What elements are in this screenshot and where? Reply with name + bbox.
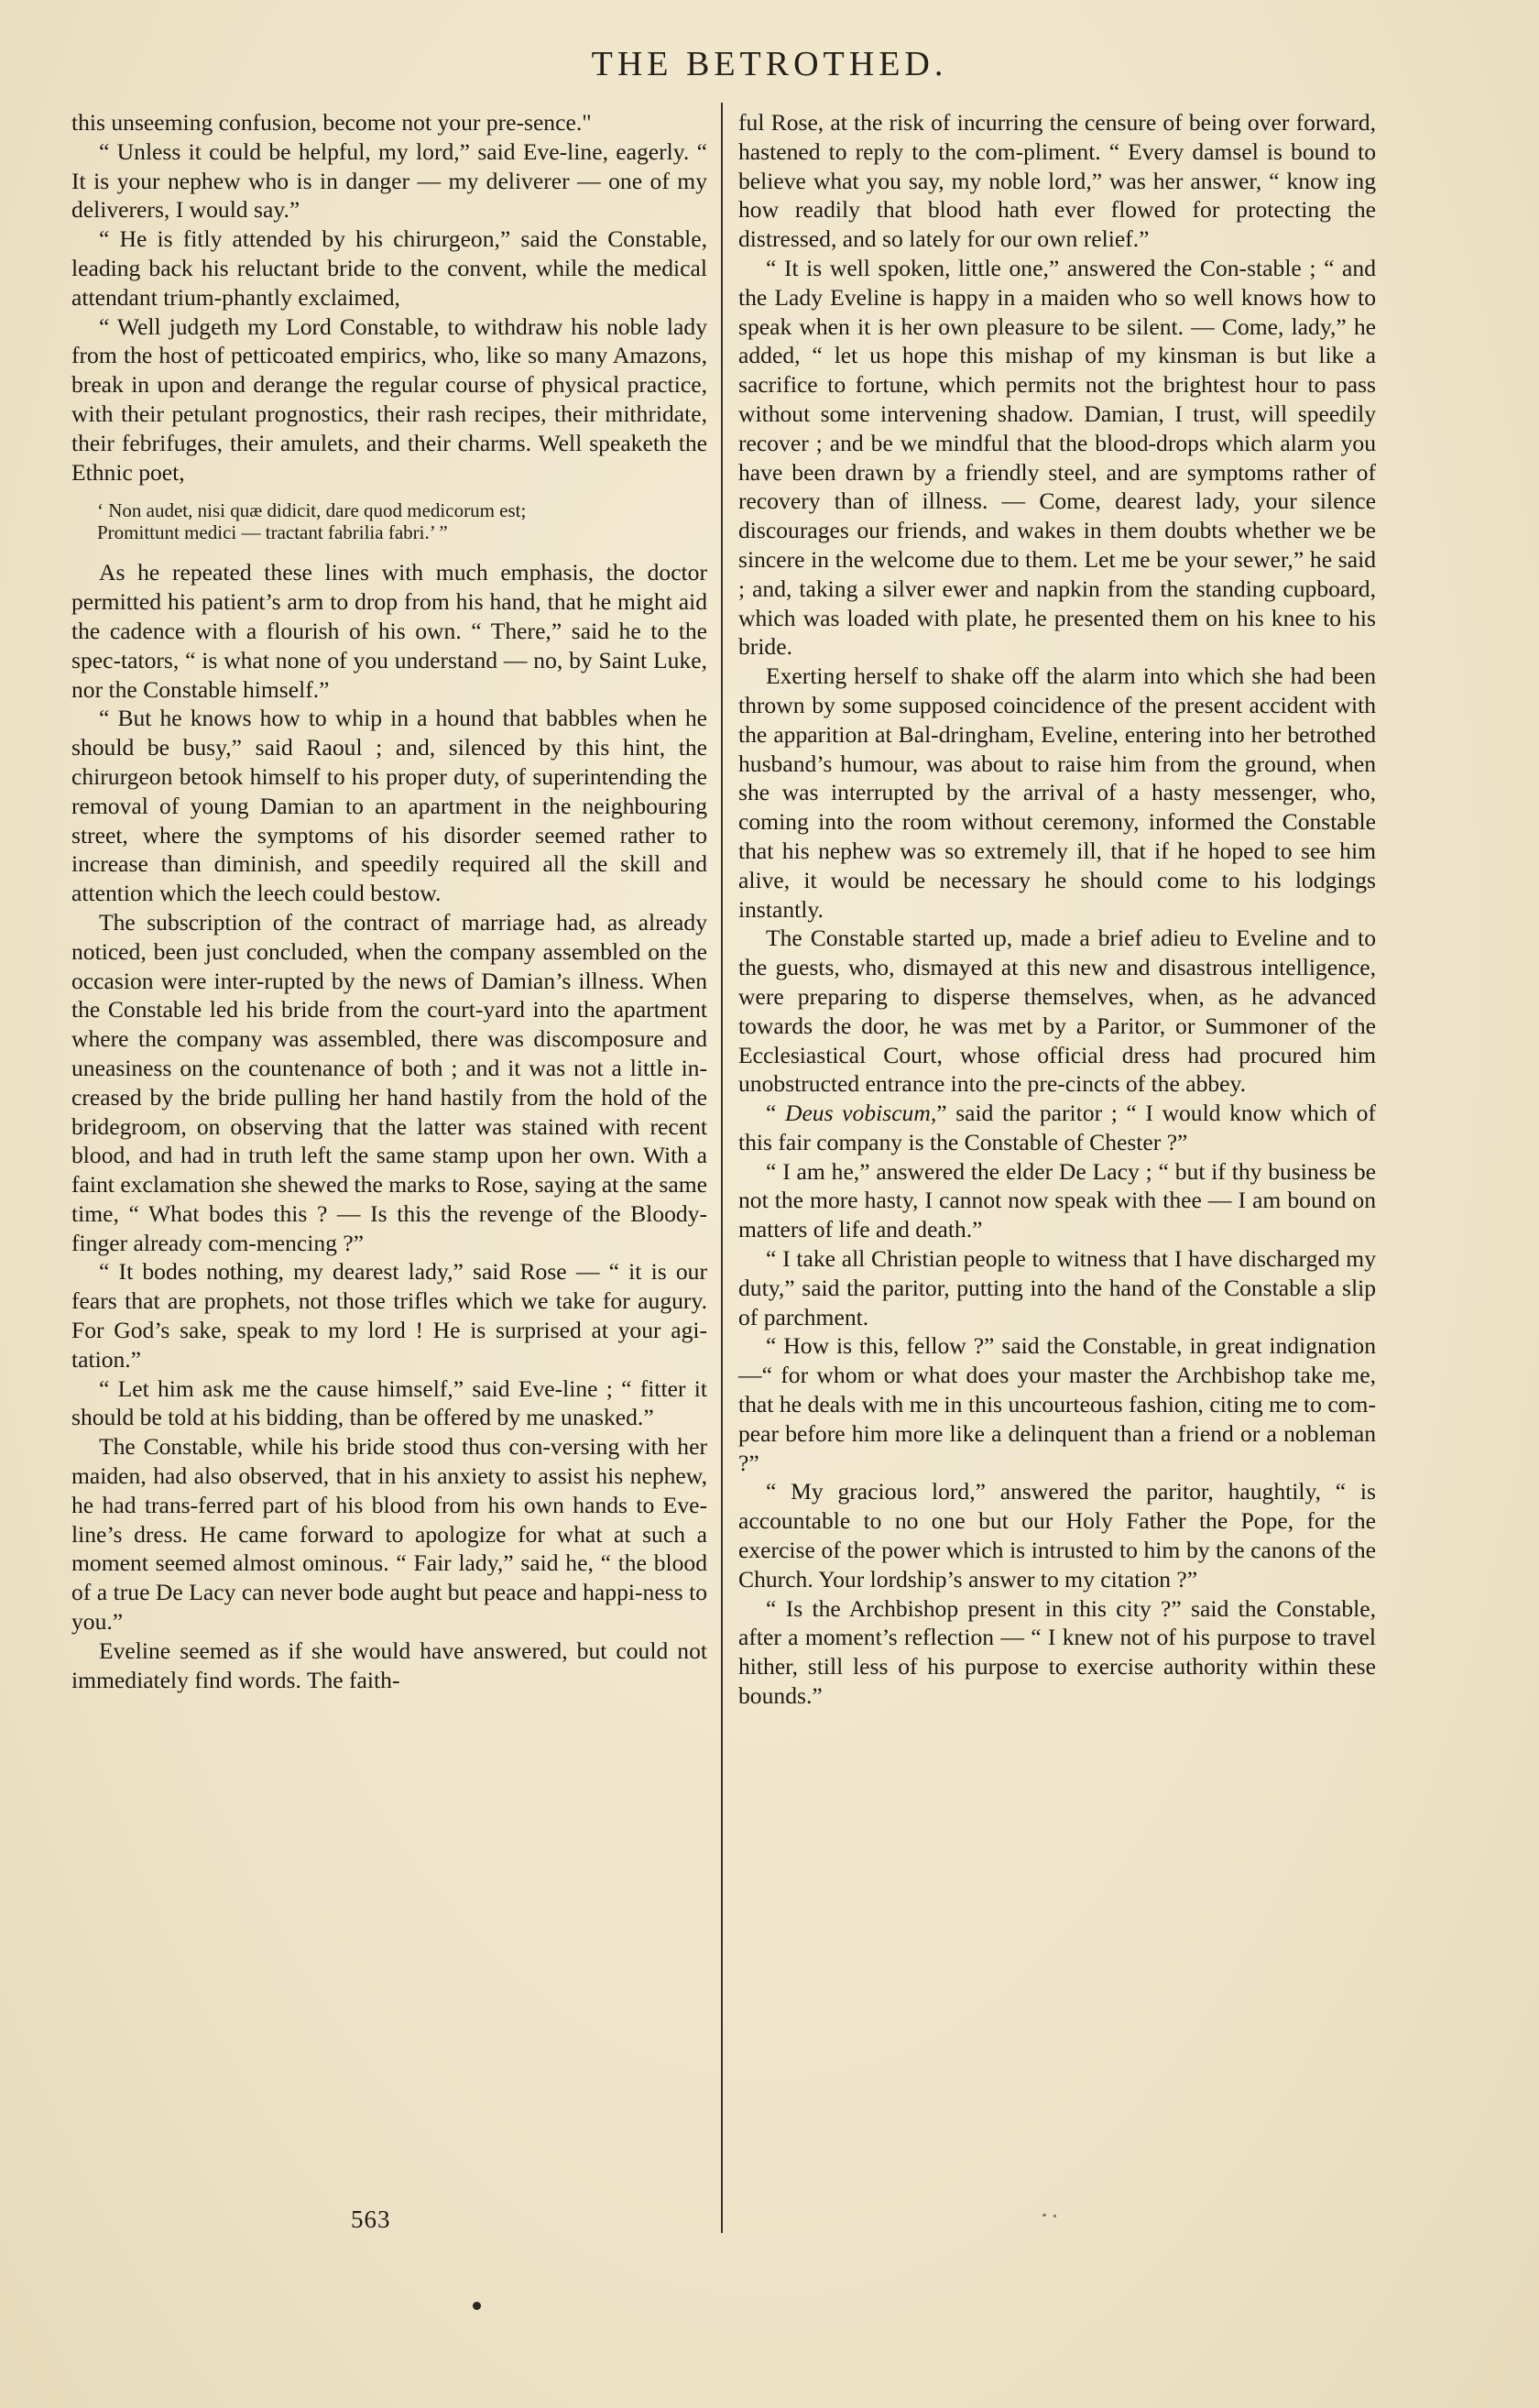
- paragraph: “ It bodes nothing, my dearest lady,” said Rose — “ it is our fears that are prophets, not those trifles which we take for augury. For God’s sake, speak to my lord ! He is surprised at your agi-tation.”: [71, 1258, 707, 1373]
- latin-quotation: [71, 499, 707, 543]
- paragraph: As he repeated these lines with much emphasis, the doctor permitted his patient’s arm to drop from his hand, that he might aid the cadence with a flourish of his own. “ There,” said he to the spec-tators, “ is what none of you understand — no, by Saint Luke, nor the Constable himself.”: [71, 559, 707, 703]
- open-quote: “: [766, 1100, 785, 1127]
- paragraph: “ I am he,” answered the elder De Lacy ; “ but if thy business be not the more hasty, I cannot now speak with thee — I am bound on matters of life and death.”: [738, 1157, 1376, 1243]
- paragraph: [738, 1099, 1376, 1157]
- paragraph: “ But he knows how to whip in a hound that babbles when he should be busy,” said Raoul ; and, silenced by this hint, the chirurgeon betook himself to his proper duty, of superintending the removal of young Damian to an apartment in the neighbouring street, where the symptoms of his disorder seemed rather to increase than diminish, and speedily required all the skill and attention which the leech could bestow.: [71, 705, 707, 907]
- paragraph: this unseeming confusion, become not your pre-sence.": [71, 109, 592, 136]
- paragraph: “ Let him ask me the cause himself,” said Eve-line ; “ fitter it should be told at his bidding, than be offered by me unasked.”: [71, 1374, 707, 1431]
- paragraph: The Constable, while his bride stood thus con-versing with her maiden, had also observed, that in his anxiety to assist his nephew, he had trans-ferred part of his blood from his own hands to Eve-line’s dress. He came forward to apologize for what at such a moment seemed almost ominous. “ Fair lady,” said he, “ the blood of a true De Lacy can never bode aught but peace and happi-ness to you.”: [71, 1433, 707, 1636]
- paragraph: “ Unless it could be helpful, my lord,” said Eve-line, eagerly. “ It is your nephew who is in danger — my deliverer — one of my deliverers, I would say.”: [71, 137, 707, 224]
- page-number: 563: [351, 2206, 391, 2233]
- paragraph: “ Well judgeth my Lord Constable, to withdraw his noble lady from the host of petticoated empirics, who, like so many Amazons, break in upon and derange the regular course of physical practice, with their petulant prognostics, their rash recipes, their mithridate, their febrifuges, their amulets, and their charms. Well speaketh the Ethnic poet,: [71, 312, 707, 486]
- paragraph: “ Is the Archbishop present in this city ?” said the Constable, after a moment’s reflection — “ I knew not of his purpose to travel hither, still less of his purpose to exercise authority within these bounds.”: [738, 1594, 1376, 1710]
- paragraph: “ I take all Christian people to witness that I have discharged my duty,” said the paritor, putting into the hand of the Constable a slip of parchment.: [738, 1245, 1376, 1330]
- ink-speck: [1042, 2214, 1046, 2216]
- ink-speck: [473, 2302, 481, 2310]
- running-head: THE BETROTHED.: [591, 45, 948, 83]
- paragraph: “ It is well spoken, little one,” answered the Con-stable ; “ and the Lady Eveline is happy in a maiden who so well knows how to speak when it is her own pleasure to be silent. — Come, lady,” he added, “ let us hope this mishap of my kinsman is but like a sacrifice to fortune, which permits not the brightest hour to pass without some intervening shadow. Damian, I trust, will speedily recover ; and be we mindful that the blood-drops which alarm you have been drawn by a friendly steel, and are symptoms rather of recovery than of illness. — Come, dearest lady, your silence discourages our friends, and wakes in them doubts whether we be sincere in the welcome due to them. Let me be your sewer,” he said ; and, taking a silver ewer and napkin from the standing cupboard, which was loaded with plate, he presented them on his knee to his bride.: [738, 254, 1376, 661]
- paragraph-text: ” said the paritor ; “ I would know which of this fair company is the Constable of Chester ?”: [738, 1100, 1377, 1155]
- paragraph: The subscription of the contract of marriage had, as already noticed, been just concluded, when the company assembled on the occasion were inter-rupted by the news of Damian’s illness. When the Constable led his bride from the court-yard into the apartment where the company was assembled, there was discomposure and uneasiness on the countenance of both ; and it was not a little in-creased by the bride pulling her hand hastily from the hold of the bridegroom, on observing that the latter was stained with recent blood, and had in truth left the same stamp upon her own. With a faint exclamation she shewed the marks to Rose, saying at the same time, “ What bodes this ? — Is this the revenge of the Bloody-finger already com-mencing ?”: [71, 908, 707, 1256]
- paragraph: Eveline seemed as if she would have answered, but could not immediately find words. The faith-: [71, 1636, 707, 1693]
- paragraph: “ He is fitly attended by his chirurgeon,” said the Constable, leading back his reluctant bride to the convent, while the medical attendant trium-phantly exclaimed,: [71, 225, 707, 311]
- left-column: [71, 108, 707, 1694]
- latin-phrase: Deus vobiscum,: [784, 1100, 937, 1127]
- paragraph: “ My gracious lord,” answered the paritor, haughtily, “ is accountable to no one but our Holy Father the Pope, for the exercise of the power which is intrusted to him by the canons of the Church. Your lordship’s answer to my citation ?”: [738, 1478, 1376, 1593]
- paragraph: The Constable started up, made a brief adieu to Eveline and to the guests, who, dismayed at this new and disastrous intelligence, were preparing to disperse themselves, when, as he advanced towards the door, he was met by a Paritor, or Summoner of the Ecclesiastical Court, whose official dress had procured him unobstructed entrance into the pre-cincts of the abbey.: [738, 925, 1376, 1098]
- quotation-line: ‘ Non audet, nisi quæ didicit, dare quod medicorum est;: [97, 499, 527, 522]
- ink-speck: [1053, 2215, 1056, 2217]
- paragraph: “ How is this, fellow ?” said the Constable, in great indignation—“ for whom or what does your master the Archbishop take me, that he deals with me in this uncourteous fashion, citing me to com-pear before him more like a delinquent than a friend or a nobleman ?”: [738, 1332, 1376, 1476]
- right-column: [738, 108, 1376, 1711]
- paragraph: ful Rose, at the risk of incurring the censure of being over forward, hastened to reply to the com-pliment. “ Every damsel is bound to believe what you say, my noble lord,” was her answer, “ know ing how readily that blood hath ever flowed for protecting the distressed, and so lately for our own relief.”: [738, 109, 1376, 253]
- quotation-line: Promittunt medici — tractant fabrilia fabri.’ ”: [97, 521, 448, 544]
- column-rule: [721, 103, 723, 2233]
- paragraph: Exerting herself to shake off the alarm into which she had been thrown by some supposed coincidence of the present accident with the apparition at Bal-dringham, Eveline, entering into her betrothed husband’s humour, was about to raise him from the ground, when she was interrupted by the arrival of a hasty messenger, who, coming into the room without ceremony, informed the Constable that his nephew was so extremely ill, that if he hoped to see him alive, it would be necessary he should come to his lodgings instantly.: [738, 662, 1376, 923]
